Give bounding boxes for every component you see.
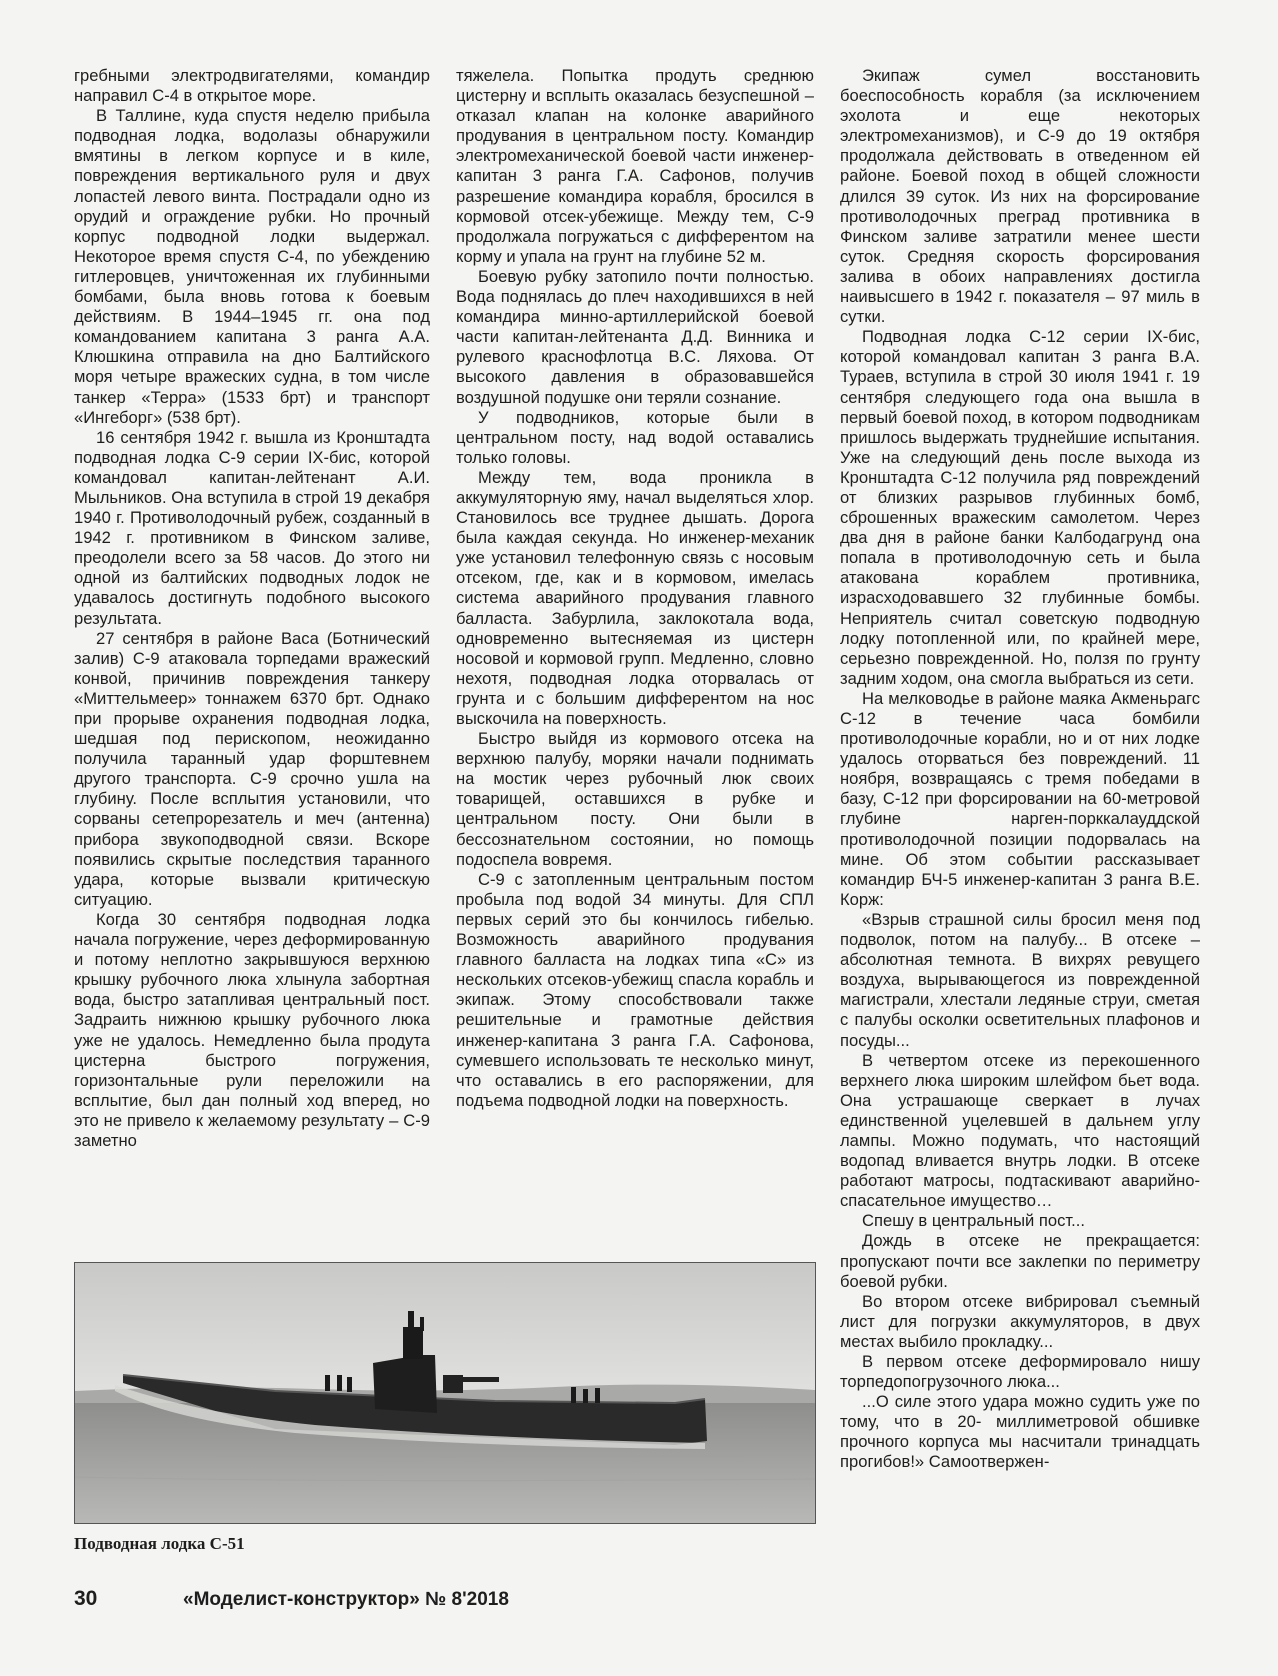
paragraph: 27 сентября в районе Васа (Ботнический залив) С-9 атаковала торпедами вражеский конвой, причинив повреждения танкеру «Миттельмеер» тоннажем 6370 брт. Однако при прорыве охранения подводная лодка, шедшая под перископом, неожиданно получила таранный удар форштевнем другого транспорта. С-9 срочно ушла на глубину. После всплытия установили, что сорваны сетепрорезатель и меч (антенна) прибора звукоподводной связи. Вскоре появились скрытые последствия таранного удара, которые вызвали критическую ситуацию. (74, 628, 430, 909)
paragraph: ...О силе этого удара можно судить уже по тому, что в 20- миллиметровой обшивке прочного корпуса мы насчитали тринадцать прогибов!» Самоотвержен- (840, 1392, 1200, 1472)
submarine-photo (74, 1262, 816, 1524)
paragraph: У подводников, которые были в центральном посту, над водой оставались только головы. (456, 407, 814, 467)
paragraph: Быстро выйдя из кормового отсека на верхнюю палубу, моряки начали поднимать на мостик через рубочный люк своих товарищей, оставшихся в рубке и центральном посту. Они были в бессознательном состоянии, но помощь подоспела вовремя. (456, 729, 814, 869)
paragraph: Когда 30 сентября подводная лодка начала погружение, через деформированную и потому неплотно закрывшуюся верхнюю крышку рубочного люка хлынула забортная вода, быстро затапливая центральный пост. Задраить нижнюю крышку рубочного люка уже не удалось. Немедленно была продута цистерна быстрого погружения, горизонтальные рули переложили на всплытие, был дан полный ход вперед, но это не привело к желаемому результату – С-9 заметно (74, 909, 430, 1150)
paragraph: На мелководье в районе маяка Акменьрагс С-12 в течение часа бомбили противолодочные корабли, но и от них лодке удалось оторваться без повреждений. 11 ноября, возвращаясь с тремя победами в базу, С-12 при форсировании на 60-метровой глубине нарген-порккалауддской противолодочной позиции подорвалась на мине. Об этом событии рассказывает командир БЧ-5 инженер-капитан 3 ранга В.Е. Корж: (840, 688, 1200, 909)
paragraph: Между тем, вода проникла в аккумуляторную яму, начал выделяться хлор. Становилось все труднее дышать. Дорога была каждая секунда. Но инженер-механик уже установил телефонную связь с носовым отсеком, где, как и в кормовом, имелась система аварийного продувания главного балласта. Забурлила, заклокотала вода, одновременно вытесняемая из цистерн носовой и кормовой групп. Медленно, словно нехотя, подводная лодка оторвалась от грунта и с большим дифферентом на нос выскочила на поверхность. (456, 467, 814, 728)
paragraph: В первом отсеке деформировало нишу торпедопогрузочного люка... (840, 1352, 1200, 1392)
paragraph: В четвертом отсеке из перекошенного верхнего люка широким шлейфом бьет вода. Она устрашающе сверкает в лучах единственной уцелевшей в дальнем углу лампы. Можно подумать, что настоящий водопад вливается внутрь лодки. В отсеке работают матросы, подтаскивают аварийно-спасательное имущество… (840, 1050, 1200, 1211)
paragraph: Экипаж сумел восстановить боеспособность корабля (за исключением эхолота и еще некоторых электромеханизмов), и С-9 до 19 октября продолжала действовать в отведенном ей районе. Боевой поход в общей сложности длился 39 суток. Из них на форсирование противолодочных преград противника в Финском заливе затратили менее шести суток. Средняя скорость форсирования залива в обоих направлениях достигла наивысшего в 1942 г. показателя – 97 миль в сутки. (840, 66, 1200, 327)
journal-title: «Моделист-конструктор» № 8'2018 (183, 1589, 509, 1610)
paragraph: «Взрыв страшной силы бросил меня под подволок, потом на палубу... В отсеке – абсолютная темнота. В вихрях ревущего воздуха, вырывающегося из поврежденной магистрали, хлестали ледяные струи, сметая с палубы осколки осветительных плафонов и посуды... (840, 909, 1200, 1050)
text-column-middle (456, 66, 814, 1246)
paragraph: Дождь в отсеке не прекращается: пропускают почти все заклепки по периметру боевой рубки. (840, 1231, 1200, 1291)
text-column-left (74, 66, 430, 1246)
paragraph: гребными электродвигателями, командир направил С-4 в открытое море. (74, 66, 430, 106)
paragraph: С-9 с затопленным центральным постом пробыла под водой 34 минуты. Для СПЛ первых серий это бы кончилось гибелью. Возможность аварийного продувания главного балласта на лодках типа «С» из нескольких отсеков-убежищ спасла корабль и экипаж. Этому способствовали также решительные и грамотные действия инженер-капитана 3 ранга Г.А. Сафонова, сумевшего использовать те несколько минут, что оставались в его распоряжении, для подъема подводной лодки на поверхность. (456, 869, 814, 1110)
paragraph: Подводная лодка С-12 серии IX-бис, которой командовал капитан 3 ранга В.А. Тураев, вступила в строй 30 июля 1941 г. 19 сентября следующего года она вышла в первый боевой поход, в котором подводникам пришлось выдержать труднейшие испытания. Уже на следующий день после выхода из Кронштадта С-12 получила ряд повреждений от близких разрывов глубинных бомб, сброшенных вражеским самолетом. Через два дня в районе банки Калбодагрунд она попала в противолодочную сеть и была атакована кораблем противника, израсходовавшего 32 глубинные бомбы. Неприятель считал советскую подводную лодку потопленной или, по крайней мере, серьезно поврежденной. Но, ползя по грунту задним ходом, она смогла выбраться из сети. (840, 327, 1200, 688)
page-number: 30 (74, 1587, 98, 1610)
paragraph: В Таллине, куда спустя неделю прибыла подводная лодка, водолазы обнаружили вмятины в легком корпусе и в киле, повреждения вертикального руля и двух лопастей левого винта. Пострадали одно из орудий и ограждение рубки. Но прочный корпус подводной лодки выдержал. Некоторое время спустя С-4, по убеждению гитлеровцев, уничтоженная их глубинными бомбами, была вновь готова к боевым действиям. В 1944–1945 гг. она под командованием капитана 3 ранга А.А. Клюшкина отправила на дно Балтийского моря четыре вражеских судна, в том числе танкер «Терра» (1533 брт) и транспорт «Ингеборг» (538 брт). (74, 106, 430, 427)
paragraph: Спешу в центральный пост... (862, 1211, 1086, 1231)
text-column-right (840, 66, 1200, 1566)
paragraph: 16 сентября 1942 г. вышла из Кронштадта подводная лодка С-9 серии IX-бис, которой командовал капитан-лейтенант А.И. Мыльников. Она вступила в строй 19 декабря 1940 г. Противолодочный рубеж, созданный в 1942 г. противником в Финском заливе, преодолели всего за 58 часов. До этого ни одной из балтийских подводных лодок не удавалось достигнуть подобного высокого результата. (74, 427, 430, 628)
paragraph: тяжелела. Попытка продуть среднюю цистерну и всплыть оказалась безуспешной – отказал клапан на колонке аварийного продувания в центральном посту. Командир электромеханической боевой части инженер-капитан 3 ранга Г.А. Сафонов, получив разрешение командира корабля, бросился в кормовой отсек-убежище. Между тем, С-9 продолжала погружаться с дифферентом на корму и упала на грунт на глубине 52 м. (456, 66, 814, 266)
submarine-illustration (75, 1263, 815, 1523)
paragraph: Боевую рубку затопило почти полностью. Вода поднялась до плеч находившихся в ней командира минно-артиллерийской боевой части капитан-лейтенанта Д.Д. Винника и рулевого краснофлотца В.С. Ляхова. От высокого давления в образовавшейся воздушной подушке они теряли сознание. (456, 266, 814, 407)
figure-caption: Подводная лодка С-51 (74, 1534, 245, 1553)
paragraph: Во втором отсеке вибрировал съемный лист для погрузки аккумуляторов, в двух местах выбило прокладку... (840, 1291, 1200, 1351)
